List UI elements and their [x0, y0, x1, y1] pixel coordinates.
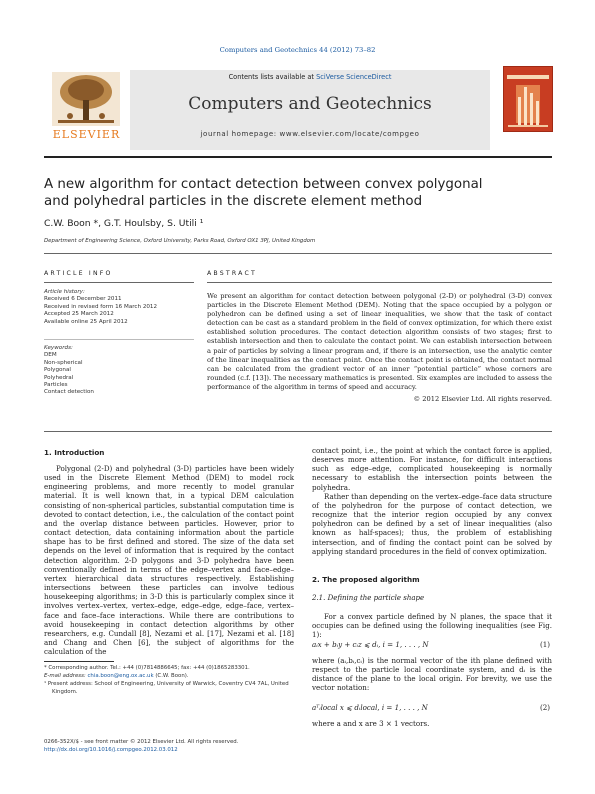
keyword-item: Particles: [44, 382, 68, 389]
corresponding-author-note: * Corresponding author. Tel.: +44 (0)7814886645; fax: +44 (0)1865283301.: [44, 665, 250, 671]
introduction-column: [44, 464, 294, 656]
keyword-item: Polyhedral: [44, 374, 74, 381]
keyword-item: DEM: [44, 352, 57, 359]
contents-prefix: Contents lists available at: [228, 73, 317, 81]
copyright-notice: © 2012 Elsevier Ltd. All rights reserved.: [413, 395, 552, 403]
history-item: Available online 25 April 2012: [44, 318, 128, 325]
equation-1-explanation: where (aᵢ,bᵢ,cᵢ) is the normal vector of the ith plane defined with respect to the particle local coordinate system, and dᵢ is the distance of the plane to the local origin. For brevity, we use the vector notation:: [312, 656, 552, 693]
journal-title: Computers and Geotechnics: [188, 94, 432, 114]
equation-2: [312, 703, 552, 712]
divider: [44, 253, 552, 254]
right-column: [312, 446, 552, 556]
equation-body: aᵢx + bᵢy + cᵢz ⩽ dᵢ, i = 1, . . . , N: [312, 640, 429, 649]
cover-band: [508, 125, 548, 127]
keywords-label: Keywords:: [44, 345, 73, 351]
email-label: E-mail address:: [44, 673, 88, 679]
publisher-name: ELSEVIER: [52, 128, 121, 141]
section-2-1-heading: 2.1. Defining the particle shape: [312, 594, 425, 602]
footnotes: [44, 664, 296, 696]
equation-number: (1): [539, 640, 550, 649]
header-divider: [44, 156, 552, 158]
email-suffix: (C.W. Boon).: [153, 673, 189, 679]
abstract-heading: ABSTRACT: [207, 270, 257, 277]
equation-2-explanation: where a and x are 3 × 1 vectors.: [312, 719, 430, 728]
divider: [207, 282, 552, 283]
contents-line: [130, 73, 490, 81]
doi-link[interactable]: http://dx.doi.org/10.1016/j.compgeo.2012.03.012: [44, 747, 178, 753]
article-info-heading: ARTICLE INFO: [44, 270, 113, 277]
paragraph: Rather than depending on the vertex–edge–face data structure of the polyhedron for the purpose of contact detection, we recognize that the interior region occupied by any convex polyhedron can be defined by a set of linear inequalities (also known as half-spaces); thus, the problem of establishing intersection, and of finding the contact point can be solved by applying standard procedures in the field of convex optimization.: [312, 491, 552, 556]
history-label: Article history:: [44, 289, 85, 295]
cover-artwork: [530, 93, 533, 127]
equation-number: (2): [539, 703, 550, 712]
section-2-heading: 2. The proposed algorithm: [312, 575, 420, 584]
cover-artwork: [524, 87, 527, 127]
journal-cover-image: [503, 66, 553, 132]
keywords: [44, 345, 194, 397]
paragraph: Polygonal (2-D) and polyhedral (3-D) particles have been widely used in the Discrete Element Method (DEM) to model rock engineering problems, and more recently to model granular material. It is well known that, in a typical DEM calculation consisting of non-spherical particles, substantial computation time is devoted to contact detection, i.e., the calculation of the contact point and the overlap distance between particles. However, prior to contact detection, data containing information about the particle shape has to be first defined and stored. The size of the data set depends on the level of information that is required by the contact detection algorithm. 2-D polygons and 3-D polyhedra have been conventionally defined in terms of the edge–vertex and face–edge–vertex hierarchical data structures respectively. Establishing intersections between these particles can involve tedious housekeeping algorithms; in 3-D this is particularly complex since it involves vertex–vertex, vertex–edge, edge–edge, edge–face, vertex–face and face–face interactions. While there are contributions to avoid housekeeping in contact detection algorithms by other researchers, e.g. Cundall [8], Nezami et al. [17], Nezami et al. [18] and Chang and Chen [6], the subject of algorithms for the calculation of the: [44, 464, 294, 657]
elsevier-logo: [44, 70, 129, 150]
issn-line: 0266-352X/$ - see front matter © 2012 Elsevier Ltd. All rights reserved.: [44, 739, 239, 745]
equation-1: [312, 640, 552, 649]
elsevier-tree-icon: [52, 72, 120, 126]
introduction-heading: 1. Introduction: [44, 448, 105, 457]
journal-homepage[interactable]: journal homepage: www.elsevier.com/locate/compgeo: [200, 130, 420, 138]
author-affiliation: Department of Engineering Science, Oxford University, Parks Road, Oxford OX1 3PJ, United Kingdom: [44, 238, 316, 244]
present-address-note: ¹ Present address: School of Engineering, University of Warwick, Coventry CV4 7AL, United Kingdom.: [44, 681, 289, 695]
divider: [44, 431, 552, 432]
section-2-1-text: [312, 612, 552, 639]
author-list: C.W. Boon *, G.T. Houlsby, S. Utili ¹: [44, 218, 204, 229]
paragraph: For a convex particle defined by N planes, the space that it occupies can be defined using the following inequalities (see Fig. 1):: [312, 612, 552, 640]
abstract-text: We present an algorithm for contact detection between polygonal (2-D) or polyhedral (3-D) convex particles in the Discrete Element Method (DEM). Noting that the space occupied by a polygon or polyhedron can be defined using a set of linear inequalities, we show that the task of contact detection can be cast as a standard problem in the field of convex optimization, for which there exist established solution procedures. The contact detection algorithm consists of two stages; first to establish intersection and then to calculate the contact point. We can establish intersection between a pair of particles by solving a linear program and, if there is an intersection, use the analytic center of the linear inequalities as the contact point. Once the contact point is obtained, the contact normal can be calculated from the gradient vector of an inner “potential particle” whose corners are rounded (c.f. [13]). The necessary mathematics is presented. Six examples are included to assess the performance of the algorithm in terms of speed and accuracy.: [207, 292, 552, 391]
article-history: [44, 289, 194, 326]
cover-artwork: [518, 97, 521, 127]
divider: [44, 282, 194, 283]
email-note: [44, 672, 296, 680]
footnote-divider: [44, 661, 114, 662]
history-item: Received in revised form 16 March 2012: [44, 303, 158, 310]
journal-header: [130, 70, 490, 150]
sciencedirect-link[interactable]: SciVerse ScienceDirect: [316, 73, 392, 81]
paper-title: A new algorithm for contact detection between convex polygonal and polyhedral particles in the discrete element method: [44, 177, 483, 209]
publication-info: [44, 738, 296, 754]
keyword-item: Contact detection: [44, 389, 94, 396]
keyword-item: Polygonal: [44, 367, 71, 374]
equation-body: aᵀᵢlocal x ⩽ dᵢlocal, i = 1, . . . , N: [312, 703, 428, 712]
history-item: Accepted 25 March 2012: [44, 311, 114, 318]
cover-title-strip: [507, 75, 549, 79]
journal-reference-link[interactable]: Computers and Geotechnics 44 (2012) 73–82: [219, 46, 376, 54]
cover-artwork: [536, 101, 539, 127]
email-link[interactable]: chia.boon@eng.ox.ac.uk: [87, 673, 154, 679]
paragraph: contact point, i.e., the point at which the contact force is applied, deserves more attention. For instance, for difficult interactions such as edge–edge, complicated housekeeping is normally necessary to establish the intersection points between the polyhedra.: [312, 446, 552, 492]
divider: [44, 339, 194, 340]
keyword-item: Non-spherical: [44, 359, 83, 366]
history-item: Received 6 December 2011: [44, 296, 122, 303]
